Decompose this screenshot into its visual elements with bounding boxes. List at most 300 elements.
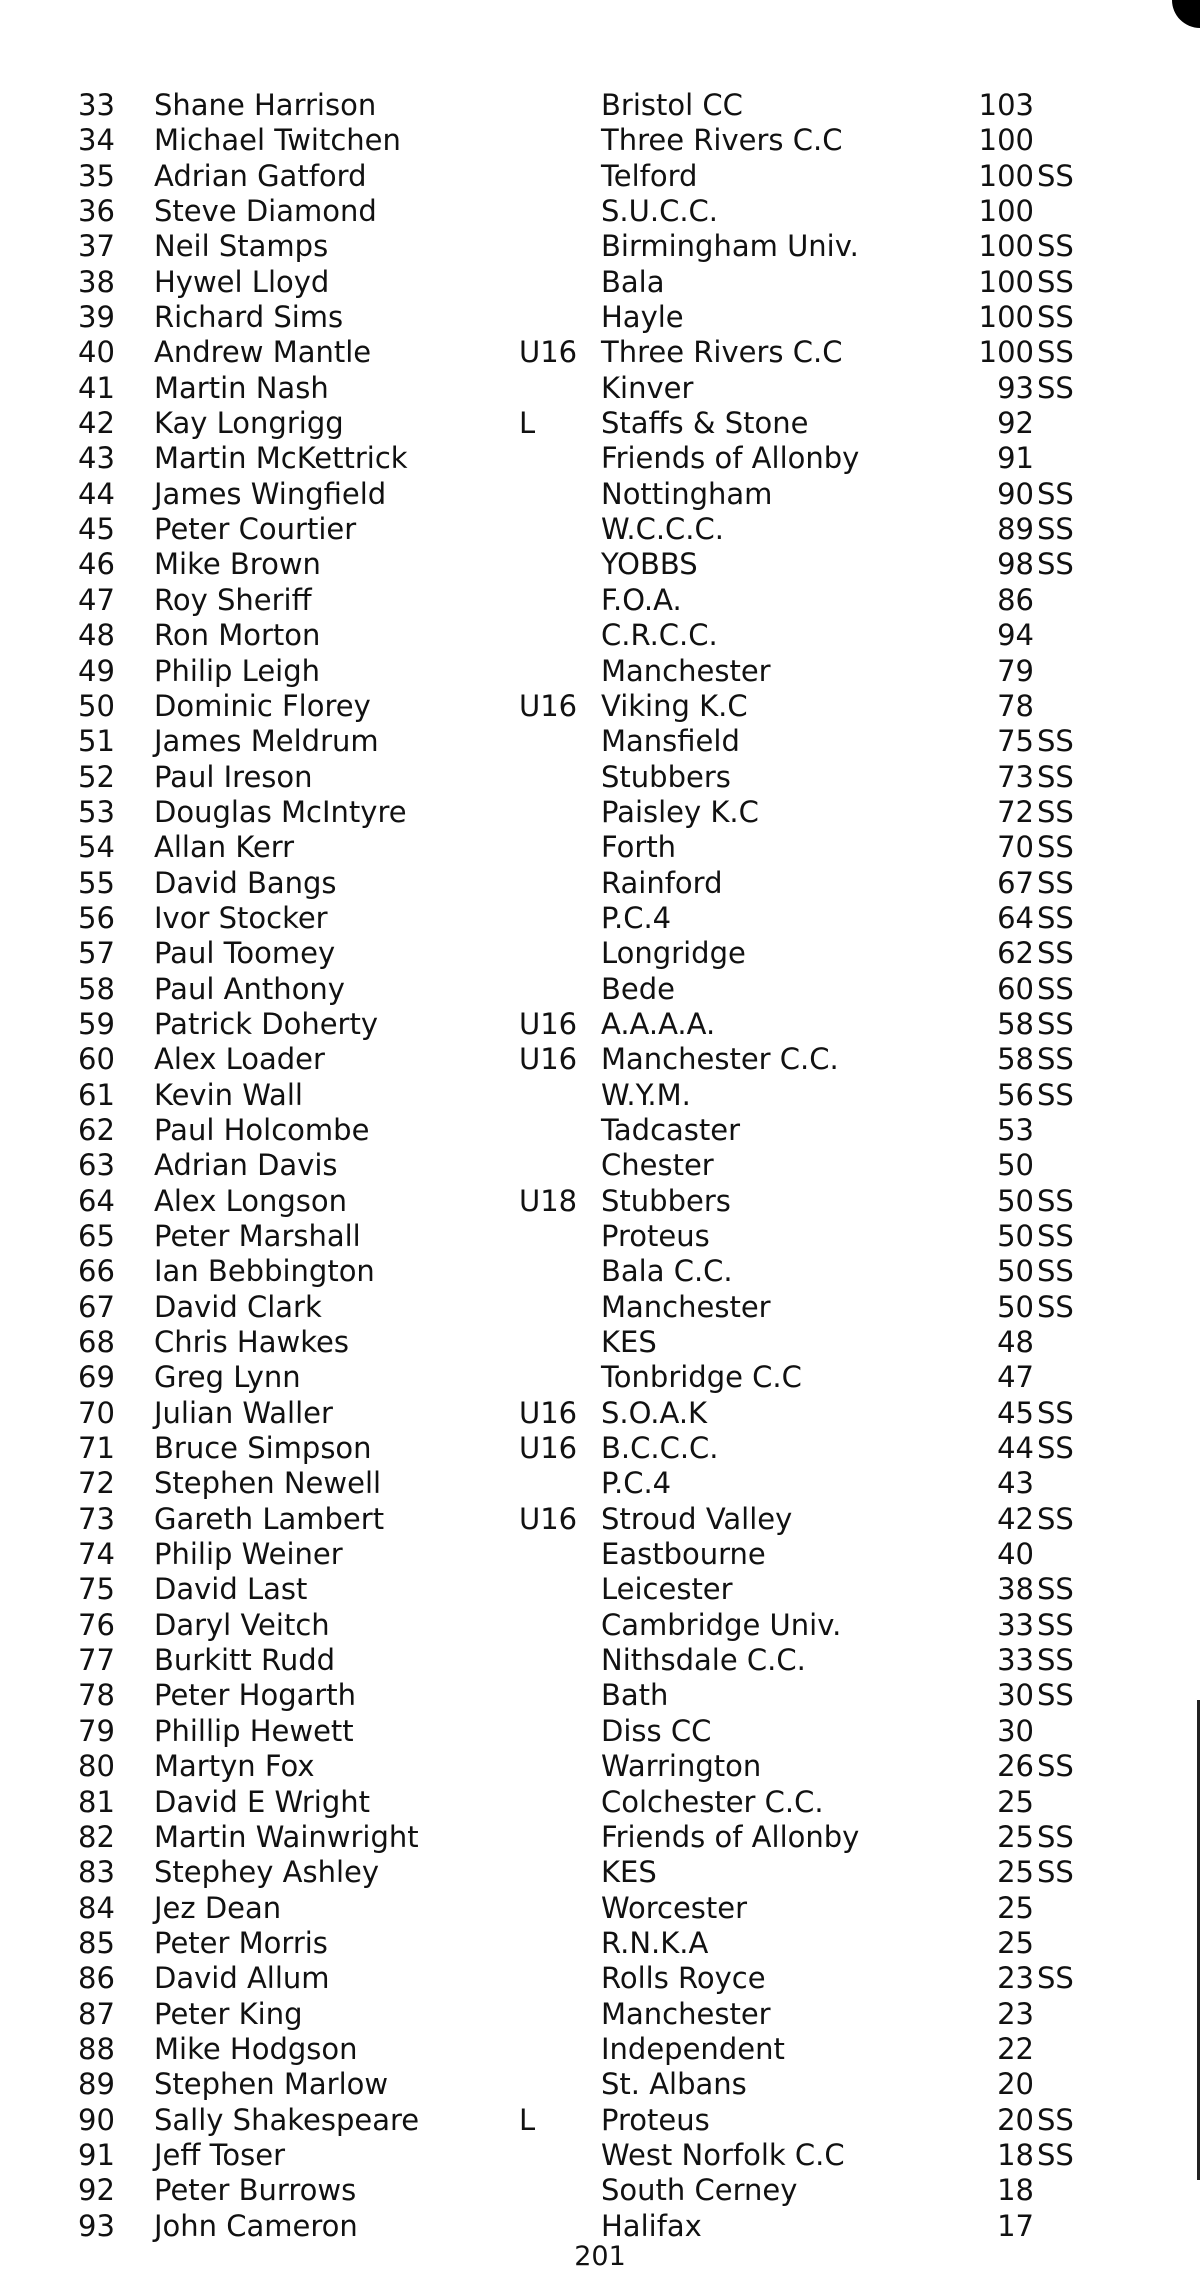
club-name: Kinver bbox=[601, 370, 694, 405]
score-cell bbox=[977, 1537, 1124, 1572]
score-value: 92 bbox=[997, 406, 1034, 441]
ss-marker: SS bbox=[1037, 900, 1074, 935]
score-value: 30 bbox=[997, 1678, 1034, 1713]
score-value: 78 bbox=[997, 688, 1034, 723]
ss-marker: SS bbox=[1037, 2102, 1074, 2137]
table-row bbox=[78, 1042, 1138, 1077]
position-number: 88 bbox=[78, 2031, 115, 2066]
score-cell bbox=[977, 972, 1124, 1007]
club-name: Manchester bbox=[601, 1996, 771, 2031]
table-row bbox=[78, 583, 1138, 618]
club-name: S.U.C.C. bbox=[601, 194, 719, 229]
score-cell bbox=[977, 512, 1124, 547]
category-label: U16 bbox=[519, 1395, 578, 1430]
table-row bbox=[78, 1219, 1138, 1254]
score-value: 25 bbox=[997, 1819, 1034, 1854]
table-row bbox=[78, 1785, 1138, 1820]
score-value: 56 bbox=[997, 1077, 1034, 1112]
category-label: L bbox=[519, 406, 536, 441]
table-row bbox=[78, 1608, 1138, 1643]
table-row bbox=[78, 1290, 1138, 1325]
paddler-name: David Allum bbox=[154, 1961, 330, 1996]
table-row bbox=[78, 1572, 1138, 1607]
score-value: 50 bbox=[997, 1183, 1034, 1218]
position-number: 79 bbox=[78, 1713, 115, 1748]
position-number: 82 bbox=[78, 1819, 115, 1854]
paddler-name: Paul Toomey bbox=[154, 936, 336, 971]
score-cell bbox=[977, 1007, 1124, 1042]
paddler-name: Dominic Florey bbox=[154, 688, 371, 723]
category-label: U16 bbox=[519, 688, 578, 723]
table-row bbox=[78, 1113, 1138, 1148]
score-cell bbox=[977, 1785, 1124, 1820]
ss-marker: SS bbox=[1037, 971, 1074, 1006]
score-cell bbox=[977, 2209, 1124, 2244]
paddler-name: Chris Hawkes bbox=[154, 1325, 349, 1360]
club-name: Tonbridge C.C bbox=[601, 1360, 802, 1395]
table-row bbox=[78, 618, 1138, 653]
table-row bbox=[78, 1360, 1138, 1395]
club-name: Worcester bbox=[601, 1890, 748, 1925]
table-row bbox=[78, 2209, 1138, 2244]
position-number: 87 bbox=[78, 1996, 115, 2031]
ss-marker: SS bbox=[1037, 1431, 1074, 1466]
club-name: Cambridge Univ. bbox=[601, 1607, 842, 1642]
position-number: 69 bbox=[78, 1360, 115, 1395]
score-cell bbox=[977, 194, 1124, 229]
position-number: 83 bbox=[78, 1855, 115, 1890]
table-row bbox=[78, 1820, 1138, 1855]
position-number: 45 bbox=[78, 512, 115, 547]
table-row bbox=[78, 1148, 1138, 1183]
paddler-name: Shane Harrison bbox=[154, 88, 377, 122]
paddler-name: Gareth Lambert bbox=[154, 1501, 385, 1536]
score-cell bbox=[977, 1184, 1124, 1219]
club-name: Three Rivers C.C bbox=[601, 335, 843, 370]
table-row bbox=[78, 123, 1138, 158]
score-cell bbox=[977, 1820, 1124, 1855]
table-row bbox=[78, 2103, 1138, 2138]
score-cell bbox=[977, 1042, 1124, 1077]
score-value: 44 bbox=[997, 1431, 1034, 1466]
score-cell bbox=[977, 371, 1124, 406]
club-name: Friends of Allonby bbox=[601, 441, 860, 476]
score-value: 103 bbox=[978, 88, 1034, 122]
position-number: 78 bbox=[78, 1678, 115, 1713]
score-value: 100 bbox=[978, 300, 1034, 335]
table-row bbox=[78, 512, 1138, 547]
ss-marker: SS bbox=[1037, 476, 1074, 511]
score-cell bbox=[977, 2138, 1124, 2173]
score-cell bbox=[977, 123, 1124, 158]
position-number: 47 bbox=[78, 582, 115, 617]
ss-marker: SS bbox=[1037, 936, 1074, 971]
score-cell bbox=[977, 866, 1124, 901]
ss-marker: SS bbox=[1037, 1077, 1074, 1112]
score-cell bbox=[977, 2032, 1124, 2067]
score-value: 72 bbox=[997, 794, 1034, 829]
table-row bbox=[78, 1891, 1138, 1926]
score-value: 94 bbox=[997, 618, 1034, 653]
position-number: 37 bbox=[78, 229, 115, 264]
paddler-name: Peter King bbox=[154, 1996, 303, 2031]
table-row bbox=[78, 194, 1138, 229]
score-cell bbox=[977, 901, 1124, 936]
score-value: 89 bbox=[997, 512, 1034, 547]
club-name: Bede bbox=[601, 971, 675, 1006]
score-cell bbox=[977, 1891, 1124, 1926]
score-value: 100 bbox=[978, 158, 1034, 193]
score-value: 40 bbox=[997, 1537, 1034, 1572]
club-name: F.O.A. bbox=[601, 582, 682, 617]
score-value: 53 bbox=[997, 1112, 1034, 1147]
ss-marker: SS bbox=[1037, 335, 1074, 370]
table-row bbox=[78, 689, 1138, 724]
score-value: 47 bbox=[997, 1360, 1034, 1395]
ss-marker: SS bbox=[1037, 1183, 1074, 1218]
score-cell bbox=[977, 300, 1124, 335]
club-name: B.C.C.C. bbox=[601, 1431, 719, 1466]
score-value: 20 bbox=[997, 2102, 1034, 2137]
table-row bbox=[78, 1184, 1138, 1219]
ss-marker: SS bbox=[1037, 865, 1074, 900]
paddler-name: Roy Sheriff bbox=[154, 582, 312, 617]
paddler-name: David Bangs bbox=[154, 865, 337, 900]
score-cell bbox=[977, 1855, 1124, 1890]
paddler-name: Stephen Marlow bbox=[154, 2067, 389, 2102]
club-name: Hayle bbox=[601, 300, 684, 335]
ss-marker: SS bbox=[1037, 1961, 1074, 1996]
score-value: 18 bbox=[997, 2173, 1034, 2208]
score-cell bbox=[977, 1148, 1124, 1183]
table-row bbox=[78, 1714, 1138, 1749]
position-number: 70 bbox=[78, 1395, 115, 1430]
position-number: 80 bbox=[78, 1749, 115, 1784]
score-cell bbox=[977, 229, 1124, 264]
table-row bbox=[78, 866, 1138, 901]
category-label: U16 bbox=[519, 1042, 578, 1077]
paddler-name: Paul Anthony bbox=[154, 971, 345, 1006]
score-cell bbox=[977, 1572, 1124, 1607]
score-value: 48 bbox=[997, 1325, 1034, 1360]
score-cell bbox=[977, 724, 1124, 759]
paddler-name: Greg Lynn bbox=[154, 1360, 301, 1395]
position-number: 67 bbox=[78, 1289, 115, 1324]
table-row bbox=[78, 2032, 1138, 2067]
position-number: 50 bbox=[78, 688, 115, 723]
score-cell bbox=[977, 1926, 1124, 1961]
club-name: Bala C.C. bbox=[601, 1254, 733, 1289]
club-name: R.N.K.A bbox=[601, 1925, 709, 1960]
table-row bbox=[78, 1926, 1138, 1961]
club-name: P.C.4 bbox=[601, 900, 672, 935]
paddler-name: Kevin Wall bbox=[154, 1077, 303, 1112]
club-name: Warrington bbox=[601, 1749, 762, 1784]
score-value: 45 bbox=[997, 1395, 1034, 1430]
paddler-name: Stephen Newell bbox=[154, 1466, 382, 1501]
score-value: 90 bbox=[997, 476, 1034, 511]
table-row bbox=[78, 1466, 1138, 1501]
paddler-name: Patrick Doherty bbox=[154, 1006, 379, 1041]
score-cell bbox=[977, 1396, 1124, 1431]
paddler-name: Steve Diamond bbox=[154, 194, 377, 229]
club-name: YOBBS bbox=[601, 547, 698, 582]
table-row bbox=[78, 547, 1138, 582]
table-row bbox=[78, 88, 1138, 123]
table-row bbox=[78, 477, 1138, 512]
position-number: 55 bbox=[78, 865, 115, 900]
position-number: 46 bbox=[78, 547, 115, 582]
position-number: 61 bbox=[78, 1077, 115, 1112]
score-cell bbox=[977, 1325, 1124, 1360]
results-list bbox=[78, 88, 1138, 2244]
score-value: 98 bbox=[997, 547, 1034, 582]
score-value: 50 bbox=[997, 1289, 1034, 1324]
position-number: 63 bbox=[78, 1148, 115, 1183]
score-value: 26 bbox=[997, 1749, 1034, 1784]
paddler-name: Jeff Toser bbox=[154, 2137, 285, 2172]
club-name: Diss CC bbox=[601, 1713, 712, 1748]
position-number: 68 bbox=[78, 1325, 115, 1360]
score-cell bbox=[977, 547, 1124, 582]
club-name: KES bbox=[601, 1855, 657, 1890]
paddler-name: Paul Holcombe bbox=[154, 1112, 370, 1147]
club-name: Mansfield bbox=[601, 724, 740, 759]
club-name: St. Albans bbox=[601, 2067, 747, 2102]
ss-marker: SS bbox=[1037, 724, 1074, 759]
table-row bbox=[78, 1537, 1138, 1572]
position-number: 43 bbox=[78, 441, 115, 476]
score-value: 100 bbox=[978, 123, 1034, 158]
score-value: 30 bbox=[997, 1713, 1034, 1748]
paddler-name: James Wingfield bbox=[154, 476, 387, 511]
paddler-name: Phillip Hewett bbox=[154, 1713, 354, 1748]
club-name: Stubbers bbox=[601, 759, 731, 794]
ss-marker: SS bbox=[1037, 547, 1074, 582]
club-name: W.C.C.C. bbox=[601, 512, 724, 547]
ss-marker: SS bbox=[1037, 158, 1074, 193]
ss-marker: SS bbox=[1037, 794, 1074, 829]
table-row bbox=[78, 300, 1138, 335]
score-cell bbox=[977, 1997, 1124, 2032]
position-number: 93 bbox=[78, 2208, 115, 2243]
club-name: Manchester bbox=[601, 1289, 771, 1324]
score-cell bbox=[977, 689, 1124, 724]
score-cell bbox=[977, 265, 1124, 300]
position-number: 34 bbox=[78, 123, 115, 158]
ss-marker: SS bbox=[1037, 1219, 1074, 1253]
club-name: Staffs & Stone bbox=[601, 406, 809, 441]
position-number: 90 bbox=[78, 2102, 115, 2137]
ss-marker: SS bbox=[1037, 1254, 1074, 1289]
score-cell bbox=[977, 1254, 1124, 1289]
table-row bbox=[78, 1997, 1138, 2032]
ss-marker: SS bbox=[1037, 512, 1074, 547]
category-label: L bbox=[519, 2102, 536, 2137]
score-value: 100 bbox=[978, 264, 1034, 299]
club-name: Paisley K.C bbox=[601, 794, 759, 829]
table-row bbox=[78, 795, 1138, 830]
position-number: 89 bbox=[78, 2067, 115, 2102]
table-row bbox=[78, 1007, 1138, 1042]
position-number: 64 bbox=[78, 1183, 115, 1218]
position-number: 75 bbox=[78, 1572, 115, 1607]
score-value: 93 bbox=[997, 370, 1034, 405]
score-cell bbox=[977, 1219, 1124, 1254]
paddler-name: John Cameron bbox=[154, 2208, 358, 2243]
table-row bbox=[78, 2138, 1138, 2173]
position-number: 48 bbox=[78, 618, 115, 653]
score-value: 25 bbox=[997, 1784, 1034, 1819]
paddler-name: Ian Bebbington bbox=[154, 1254, 375, 1289]
score-value: 60 bbox=[997, 971, 1034, 1006]
score-cell bbox=[977, 1431, 1124, 1466]
club-name: Halifax bbox=[601, 2208, 702, 2243]
paddler-name: Alex Loader bbox=[154, 1042, 325, 1077]
position-number: 62 bbox=[78, 1112, 115, 1147]
club-name: W.Y.M. bbox=[601, 1077, 691, 1112]
score-cell bbox=[977, 760, 1124, 795]
position-number: 41 bbox=[78, 370, 115, 405]
paddler-name: Peter Morris bbox=[154, 1925, 328, 1960]
table-row bbox=[78, 335, 1138, 370]
paddler-name: Sally Shakespeare bbox=[154, 2102, 420, 2137]
score-value: 33 bbox=[997, 1643, 1034, 1678]
position-number: 49 bbox=[78, 653, 115, 688]
position-number: 91 bbox=[78, 2137, 115, 2172]
score-cell bbox=[977, 1714, 1124, 1749]
ss-marker: SS bbox=[1037, 1395, 1074, 1430]
ss-marker: SS bbox=[1037, 1572, 1074, 1607]
score-value: 50 bbox=[997, 1219, 1034, 1253]
paddler-name: Peter Burrows bbox=[154, 2173, 357, 2208]
ss-marker: SS bbox=[1037, 1643, 1074, 1678]
score-value: 79 bbox=[997, 653, 1034, 688]
paddler-name: Philip Leigh bbox=[154, 653, 320, 688]
table-row bbox=[78, 1254, 1138, 1289]
ss-marker: SS bbox=[1037, 1855, 1074, 1890]
paddler-name: James Meldrum bbox=[154, 724, 379, 759]
paddler-name: Ivor Stocker bbox=[154, 900, 328, 935]
paddler-name: Ron Morton bbox=[154, 618, 321, 653]
score-cell bbox=[977, 1360, 1124, 1395]
score-cell bbox=[977, 2067, 1124, 2102]
table-row bbox=[78, 1961, 1138, 1996]
position-number: 81 bbox=[78, 1784, 115, 1819]
ss-marker: SS bbox=[1037, 1607, 1074, 1642]
position-number: 73 bbox=[78, 1501, 115, 1536]
position-number: 39 bbox=[78, 300, 115, 335]
paddler-name: Alex Longson bbox=[154, 1183, 348, 1218]
club-name: Bath bbox=[601, 1678, 669, 1713]
score-value: 23 bbox=[997, 1961, 1034, 1996]
score-value: 25 bbox=[997, 1890, 1034, 1925]
score-value: 33 bbox=[997, 1607, 1034, 1642]
score-cell bbox=[977, 1643, 1124, 1678]
position-number: 44 bbox=[78, 476, 115, 511]
category-label: U16 bbox=[519, 1431, 578, 1466]
table-row bbox=[78, 1855, 1138, 1890]
ss-marker: SS bbox=[1037, 1678, 1074, 1713]
club-name: Rolls Royce bbox=[601, 1961, 766, 1996]
table-row bbox=[78, 229, 1138, 264]
position-number: 72 bbox=[78, 1466, 115, 1501]
ss-marker: SS bbox=[1037, 1289, 1074, 1324]
position-number: 85 bbox=[78, 1925, 115, 1960]
score-cell bbox=[977, 2173, 1124, 2208]
position-number: 56 bbox=[78, 900, 115, 935]
position-number: 66 bbox=[78, 1254, 115, 1289]
table-row bbox=[78, 2067, 1138, 2102]
table-row bbox=[78, 159, 1138, 194]
score-value: 42 bbox=[997, 1501, 1034, 1536]
category-label: U18 bbox=[519, 1183, 578, 1218]
club-name: Manchester bbox=[601, 653, 771, 688]
category-label: U16 bbox=[519, 1501, 578, 1536]
table-row bbox=[78, 1325, 1138, 1360]
position-number: 35 bbox=[78, 158, 115, 193]
paddler-name: Hywel Lloyd bbox=[154, 264, 330, 299]
score-value: 75 bbox=[997, 724, 1034, 759]
table-row bbox=[78, 371, 1138, 406]
score-cell bbox=[977, 88, 1124, 123]
paddler-name: Peter Courtier bbox=[154, 512, 357, 547]
position-number: 38 bbox=[78, 264, 115, 299]
club-name: Tadcaster bbox=[601, 1112, 741, 1147]
paddler-name: Martin McKettrick bbox=[154, 441, 408, 476]
club-name: Birmingham Univ. bbox=[601, 229, 859, 264]
page-corner-mark bbox=[1172, 0, 1200, 28]
score-cell bbox=[977, 795, 1124, 830]
club-name: KES bbox=[601, 1325, 657, 1360]
club-name: Viking K.C bbox=[601, 688, 748, 723]
paddler-name: Douglas McIntyre bbox=[154, 794, 407, 829]
score-value: 50 bbox=[997, 1148, 1034, 1183]
position-number: 74 bbox=[78, 1537, 115, 1572]
club-name: Bala bbox=[601, 264, 665, 299]
table-row bbox=[78, 441, 1138, 476]
paddler-name: Peter Marshall bbox=[154, 1219, 361, 1253]
position-number: 86 bbox=[78, 1961, 115, 1996]
position-number: 84 bbox=[78, 1890, 115, 1925]
score-value: 22 bbox=[997, 2031, 1034, 2066]
score-cell bbox=[977, 583, 1124, 618]
page-number: 201 bbox=[574, 2241, 626, 2272]
club-name: Friends of Allonby bbox=[601, 1819, 860, 1854]
paddler-name: Burkitt Rudd bbox=[154, 1643, 336, 1678]
table-row bbox=[78, 760, 1138, 795]
club-name: Telford bbox=[601, 158, 698, 193]
position-number: 92 bbox=[78, 2173, 115, 2208]
score-cell bbox=[977, 477, 1124, 512]
score-value: 62 bbox=[997, 936, 1034, 971]
score-value: 20 bbox=[997, 2067, 1034, 2102]
ss-marker: SS bbox=[1037, 370, 1074, 405]
club-name: Nithsdale C.C. bbox=[601, 1643, 806, 1678]
paddler-name: Adrian Davis bbox=[154, 1148, 338, 1183]
score-cell bbox=[977, 830, 1124, 865]
paddler-name: Stephey Ashley bbox=[154, 1855, 380, 1890]
club-name: Proteus bbox=[601, 2102, 710, 2137]
position-number: 52 bbox=[78, 759, 115, 794]
category-label: U16 bbox=[519, 335, 578, 370]
club-name: Eastbourne bbox=[601, 1537, 766, 1572]
club-name: South Cerney bbox=[601, 2173, 798, 2208]
score-value: 64 bbox=[997, 900, 1034, 935]
table-row bbox=[78, 830, 1138, 865]
table-row bbox=[78, 1643, 1138, 1678]
paddler-name: Mike Hodgson bbox=[154, 2031, 358, 2066]
